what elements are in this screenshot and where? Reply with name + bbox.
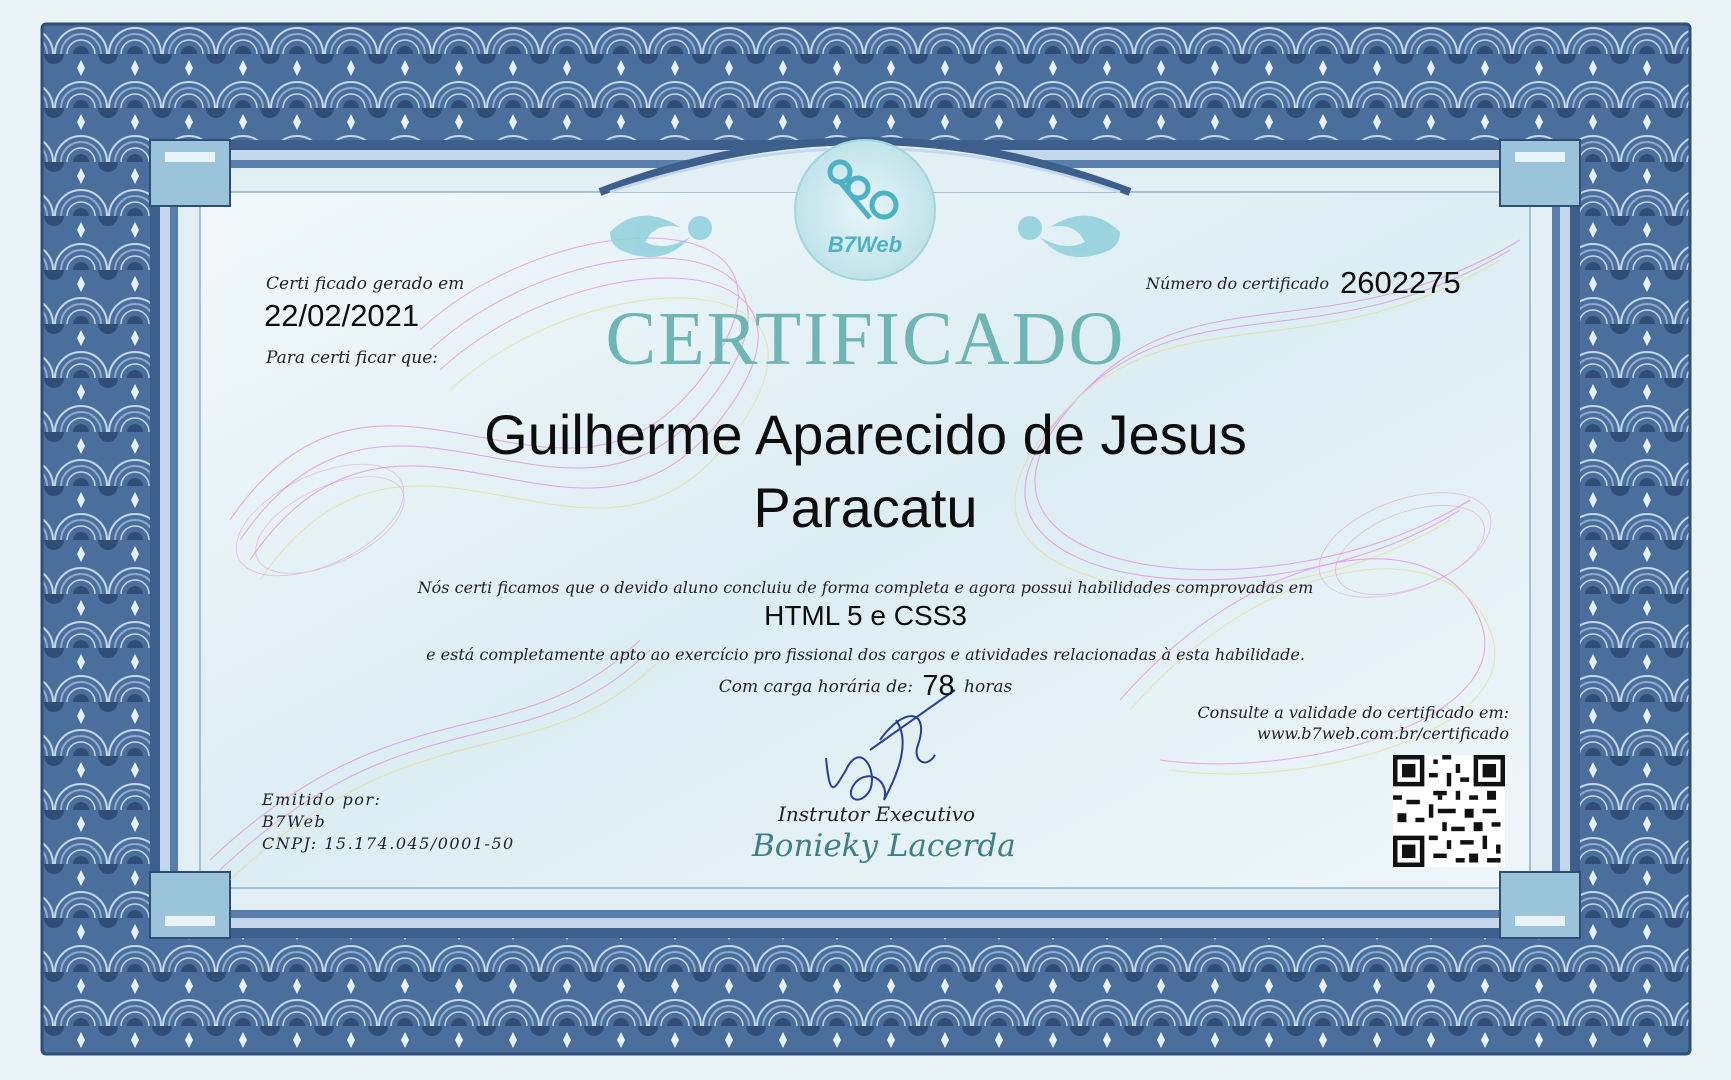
recipient-name-line2: Paracatu <box>753 476 978 539</box>
certificate-number: 2602275 <box>1340 265 1461 300</box>
certificate-title: CERTIFICADO <box>605 297 1126 381</box>
workload-line <box>0 670 1731 703</box>
issuer-cnpj: CNPJ: 15.174.045/0001-50 <box>262 834 515 853</box>
course-name: HTML 5 e CSS3 <box>764 600 967 631</box>
generated-date: 22/02/2021 <box>264 298 420 333</box>
certification-statement: Nós certi ficamos que o devido aluno concluiu de forma completa e agora possui habilidades comprovadas em <box>417 578 1314 597</box>
certificate-number-label: Número do certificado <box>1146 274 1329 293</box>
qr-code[interactable] <box>1393 755 1505 867</box>
workload-hours: 78 <box>922 670 955 702</box>
recipient-name-line1: Guilherme Aparecido de Jesus <box>484 403 1247 466</box>
workload-label: Com carga horária de: <box>718 677 913 697</box>
issuer-label: Emitido por: <box>262 790 382 809</box>
generated-label: Certi ficado gerado em <box>266 274 465 294</box>
issuer-org: B7Web <box>262 812 327 831</box>
certify-label: Para certi ficar que: <box>266 348 439 368</box>
logo-text: B7Web <box>827 232 903 257</box>
signer-role: Instrutor Executivo <box>778 802 976 826</box>
aptitude-statement: e está completamente apto ao exercício pro fissional dos cargos e atividades relacionadas à esta habilidade. <box>426 645 1305 664</box>
workload-unit: horas <box>964 677 1013 697</box>
signer-name: Bonieky Lacerda <box>752 828 1016 864</box>
verification-url[interactable]: www.b7web.com.br/certificado <box>1257 724 1509 743</box>
verification-label: Consulte a validade do certificado em: <box>1197 703 1509 722</box>
